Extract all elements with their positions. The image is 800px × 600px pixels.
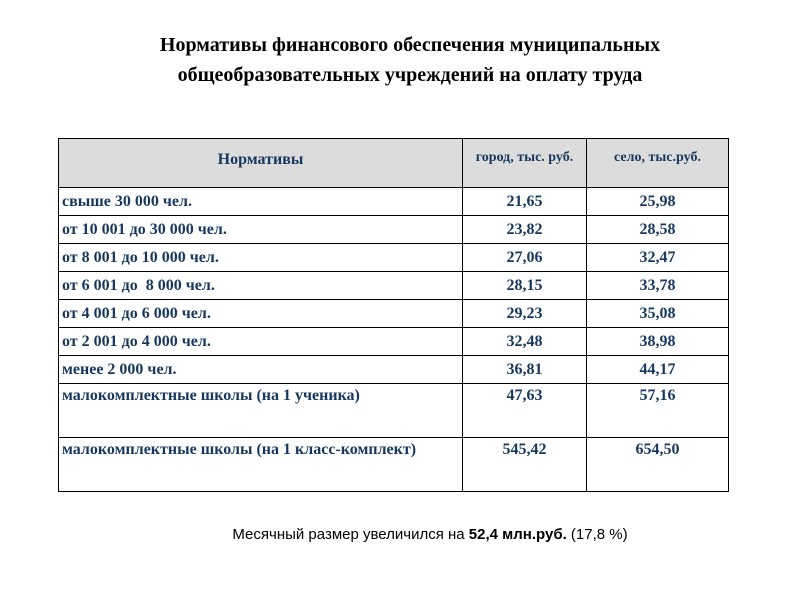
title-line-2: общеобразовательных учреждений на оплату труда — [177, 64, 643, 86]
row-village-value: 57,16 — [587, 384, 729, 438]
row-village-value: 35,08 — [587, 300, 729, 328]
norms-table — [58, 138, 729, 492]
table-row — [59, 272, 729, 300]
row-city-value: 28,15 — [463, 272, 587, 300]
table-row — [59, 244, 729, 272]
table-row — [59, 216, 729, 244]
row-village-value: 33,78 — [587, 272, 729, 300]
row-village-value: 25,98 — [587, 188, 729, 216]
row-city-value: 21,65 — [463, 188, 587, 216]
row-city-value: 27,06 — [463, 244, 587, 272]
row-village-value: 28,58 — [587, 216, 729, 244]
note-suffix: (17,8 %) — [566, 526, 628, 543]
row-label: от 2 001 до 4 000 чел. — [59, 328, 463, 356]
table-header-row — [59, 139, 729, 188]
row-village-value: 38,98 — [587, 328, 729, 356]
table-row — [59, 384, 729, 438]
header-city: город, тыс. руб. — [463, 139, 587, 188]
row-label: от 6 001 до 8 000 чел. — [59, 272, 463, 300]
row-city-value: 47,63 — [463, 384, 587, 438]
title-line-1: Нормативы финансового обеспечения муниципальных — [159, 34, 661, 56]
table-row — [59, 300, 729, 328]
row-village-value: 654,50 — [587, 438, 729, 492]
row-label: от 4 001 до 6 000 чел. — [59, 300, 463, 328]
note-amount: 52,4 млн.руб. — [468, 526, 567, 543]
row-label: менее 2 000 чел. — [59, 356, 463, 384]
row-city-value: 545,42 — [463, 438, 587, 492]
table-row — [59, 188, 729, 216]
row-city-value: 36,81 — [463, 356, 587, 384]
note-prefix: Месячный размер увеличился на — [232, 526, 469, 543]
row-label: от 10 001 до 30 000 чел. — [59, 216, 463, 244]
increase-note — [130, 526, 730, 543]
row-city-value: 29,23 — [463, 300, 587, 328]
row-village-value: 32,47 — [587, 244, 729, 272]
table-row — [59, 328, 729, 356]
row-label: малокомплектные школы (на 1 ученика) — [59, 384, 463, 438]
row-city-value: 23,82 — [463, 216, 587, 244]
header-norms: Нормативы — [59, 139, 463, 188]
table-row — [59, 356, 729, 384]
row-label: свыше 30 000 чел. — [59, 188, 463, 216]
header-village: село, тыс.руб. — [587, 139, 729, 188]
row-city-value: 32,48 — [463, 328, 587, 356]
page-title — [40, 30, 780, 90]
row-label: малокомплектные школы (на 1 класс-комплект) — [59, 438, 463, 492]
table-row — [59, 438, 729, 492]
row-label: от 8 001 до 10 000 чел. — [59, 244, 463, 272]
row-village-value: 44,17 — [587, 356, 729, 384]
